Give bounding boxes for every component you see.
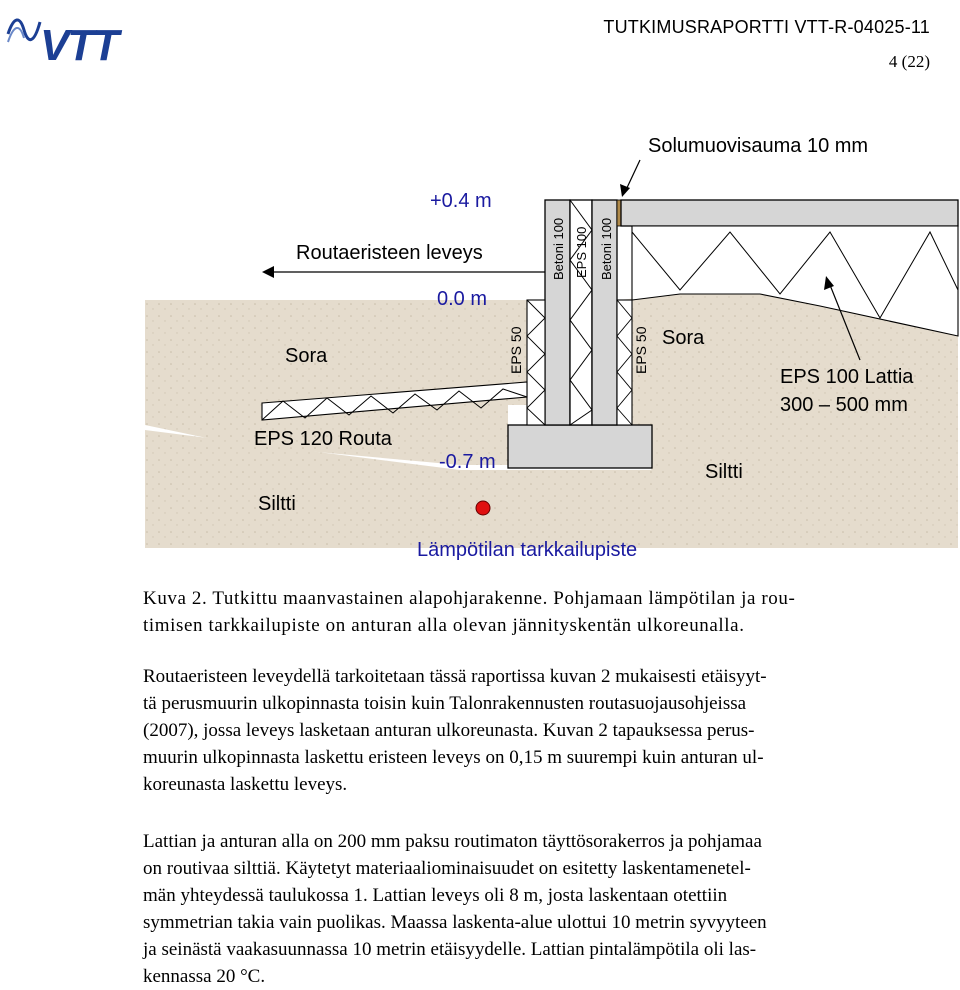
label-betoni-outer: Betoni 100	[551, 217, 566, 280]
label-level-zero: 0.0 m	[437, 288, 488, 310]
paragraph-line: Lattian ja anturan alla on 200 mm paksu routimaton täyttösorakerros ja pohjamaa	[143, 831, 762, 852]
logo-text: VTT	[40, 21, 118, 66]
label-joint: Solumuovisauma 10 mm	[648, 135, 869, 157]
paragraph-line: tä perusmuurin ulkopinnasta toisin kuin Talonrakennusten routasuojausohjeissa	[143, 693, 747, 714]
label-siltti-left: Siltti	[258, 493, 296, 515]
label-sora-right: Sora	[662, 327, 705, 349]
paragraph-line: kennassa 20 °C.	[143, 966, 266, 987]
paragraph-line: on routivaa silttiä. Käytetyt materiaaliominaisuudet on esitetty laskentamenetel-	[143, 858, 751, 879]
label-betoni-inner: Betoni 100	[599, 217, 614, 280]
paragraph-line: män yhteydessä taulukossa 1. Lattian leveys oli 8 m, josta laskentaan otettiin	[143, 885, 728, 906]
label-eps50-right: EPS 50	[633, 326, 649, 374]
paragraph-line: koreunasta laskettu leveys.	[143, 774, 348, 795]
body-paragraph	[143, 663, 933, 798]
paragraph-line: muurin ulkopinnasta laskettu eristeen leveys on 0,15 m suurempi kuin anturan ul-	[143, 747, 764, 768]
paragraph-line: symmetrian takia vain puolikas. Maassa laskenta-alue ulottui 10 metrin syvyyteen	[143, 912, 767, 933]
caption-line: timisen tarkkailupiste on anturan alla olevan jännityskentän ulkoreunalla.	[143, 615, 745, 636]
figure-caption	[143, 585, 933, 639]
label-level-bottom: -0.7 m	[439, 451, 496, 473]
page-number: 4 (22)	[888, 52, 930, 71]
monitor-point-icon	[476, 501, 490, 515]
arrow-down-icon	[620, 184, 630, 197]
label-eps50-left: EPS 50	[508, 326, 524, 374]
paragraph-line: ja seinästä vaakasuunnassa 10 metrin etäisyydelle. Lattian pintalämpötila oli las-	[143, 939, 757, 960]
paragraph-line: (2007), jossa leveys lasketaan anturan ulkoreunasta. Kuvan 2 tapauksessa perus-	[143, 720, 755, 741]
report-id: TUTKIMUSRAPORTTI VTT-R-04025-11	[603, 17, 930, 37]
label-sora-left: Sora	[285, 345, 328, 367]
label-siltti-right: Siltti	[705, 461, 743, 483]
label-eps100-wall: EPS 100	[574, 226, 589, 278]
arrow-left-icon	[262, 266, 274, 278]
label-frost-insulation: EPS 120 Routa	[254, 428, 392, 450]
body-paragraph	[143, 828, 933, 990]
label-monitor-point: Lämpötilan tarkkailupiste	[417, 539, 638, 561]
label-frost-width: Routaeristeen leveys	[296, 242, 483, 264]
label-level-top: +0.4 m	[430, 190, 492, 212]
caption-line: Kuva 2. Tutkittu maanvastainen alapohjarakenne. Pohjamaan lämpötilan ja rou-	[143, 588, 796, 609]
floor-slab	[621, 200, 958, 226]
label-floor-insulation-2: 300 – 500 mm	[780, 394, 908, 416]
label-floor-insulation-1: EPS 100 Lattia	[780, 366, 914, 388]
paragraph-line: Routaeristeen leveydellä tarkoitetaan tässä raportissa kuvan 2 mukaisesti etäisyyt-	[143, 666, 767, 687]
vtt-logo	[4, 6, 154, 71]
foundation-diagram	[0, 120, 960, 570]
footing	[508, 425, 652, 468]
